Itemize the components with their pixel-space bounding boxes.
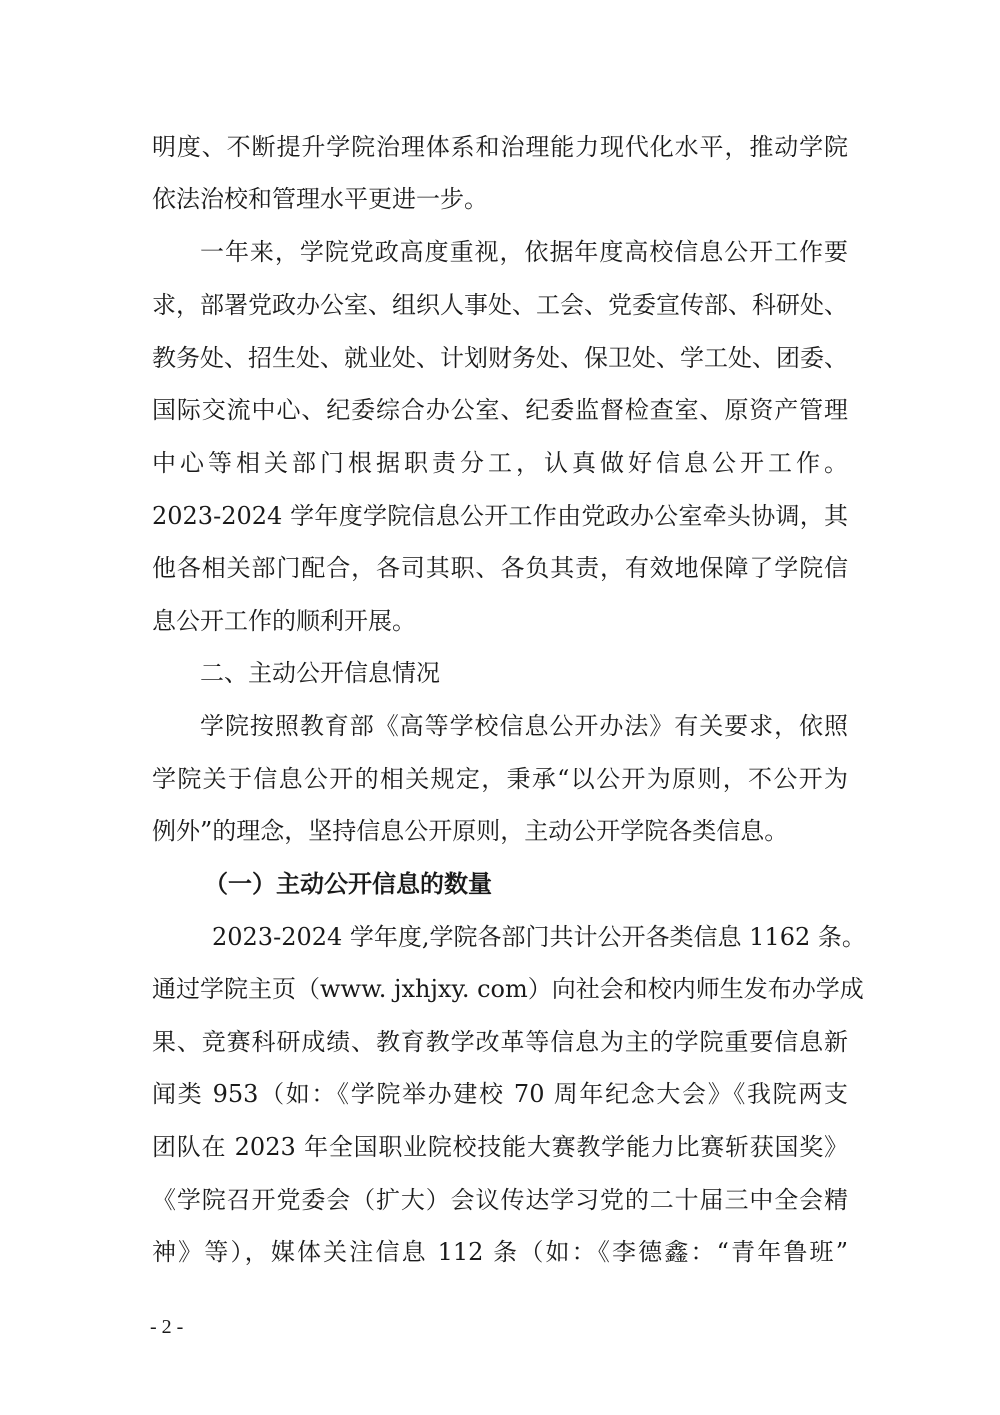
text-line: 《学院召开党委会（扩大）会议传达学习党的二十届三中全会精 xyxy=(152,1186,848,1214)
text-line: 息公开工作的顺利开展。 xyxy=(152,607,416,635)
text-line: 学院按照教育部《高等学校信息公开办法》有关要求，依照 xyxy=(200,712,848,740)
section-heading: 二、主动公开信息情况 xyxy=(200,659,440,687)
text-line: 团队在 2023 年全国职业院校技能大赛教学能力比赛斩获国奖》 xyxy=(152,1133,848,1161)
text-line: 2023-2024 学年度学院信息公开工作由党政办公室牵头协调，其 xyxy=(152,502,848,530)
page-number: - 2 - xyxy=(150,1316,184,1338)
text-line: 神》等），媒体关注信息 112 条（如：《李德鑫：“青年鲁班” xyxy=(152,1238,848,1266)
text-line: 明度、不断提升学院治理体系和治理能力现代化水平，推动学院 xyxy=(152,133,848,161)
text-line: 求，部署党政办公室、组织人事处、工会、党委宣传部、科研处、 xyxy=(152,291,848,319)
text-line: 国际交流中心、纪委综合办公室、纪委监督检查室、原资产管理 xyxy=(152,396,848,424)
text-line: 教务处、招生处、就业处、计划财务处、保卫处、学工处、团委、 xyxy=(152,344,848,372)
text-line: 果、竞赛科研成绩、教育教学改革等信息为主的学院重要信息新 xyxy=(152,1028,848,1056)
text-line: 闻类 953（如：《学院举办建校 70 周年纪念大会》《我院两支 xyxy=(152,1080,848,1108)
text-line: 中心等相关部门根据职责分工，认真做好信息公开工作。 xyxy=(152,449,848,477)
text-line: 学院关于信息公开的相关规定，秉承“以公开为原则，不公开为 xyxy=(152,765,848,793)
text-line: 2023-2024 学年度,学院各部门共计公开各类信息 1162 条。 xyxy=(212,923,866,951)
text-line: 通过学院主页（www. jxhjxy. com）向社会和校内师生发布办学成 xyxy=(152,975,864,1003)
text-line: 他各相关部门配合，各司其职、各负其责，有效地保障了学院信 xyxy=(152,554,848,582)
text-line: 例外”的理念，坚持信息公开原则，主动公开学院各类信息。 xyxy=(152,817,789,845)
text-line: 一年来，学院党政高度重视，依据年度高校信息公开工作要 xyxy=(200,238,848,266)
text-line: 依法治校和管理水平更进一步。 xyxy=(152,185,488,213)
subsection-heading: （一）主动公开信息的数量 xyxy=(204,870,492,898)
